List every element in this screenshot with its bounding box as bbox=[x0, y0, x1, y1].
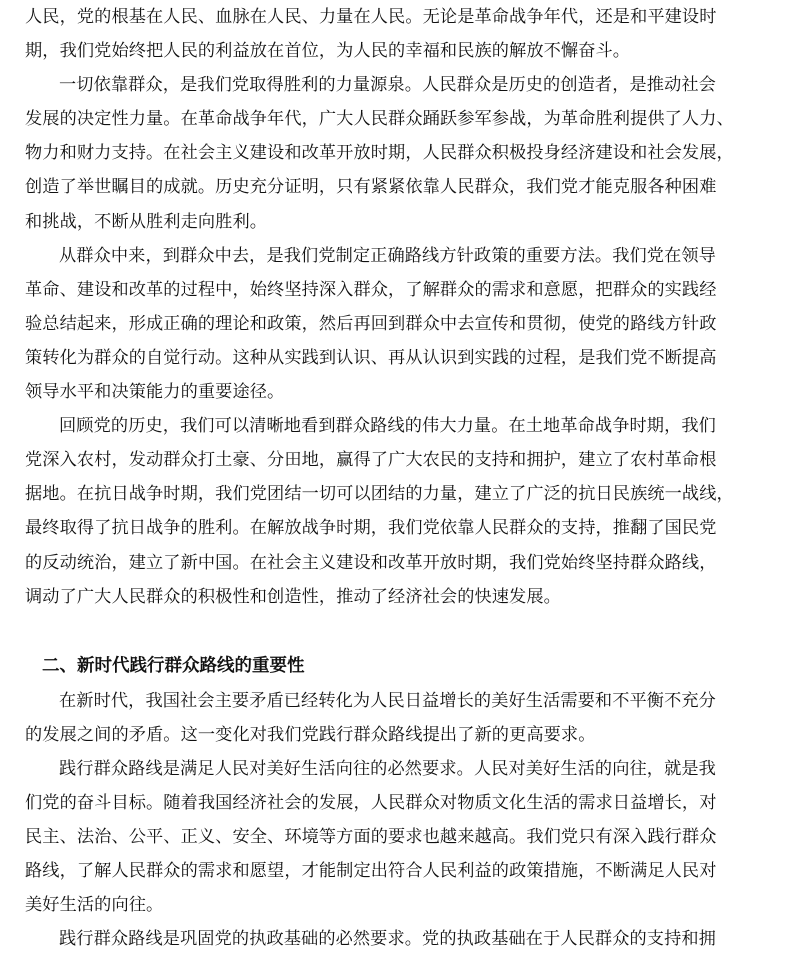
text-line: 创造了举世瞩目的成就。历史充分证明，只有紧紧依靠人民群众，我们党才能克服各种困难 bbox=[25, 177, 717, 198]
paragraph bbox=[25, 239, 780, 409]
paragraph bbox=[25, 922, 780, 956]
text-line: 调动了广大人民群众的积极性和创造性，推动了经济社会的快速发展。 bbox=[25, 586, 561, 607]
text-line: 和挑战，不断从胜利走向胜利。 bbox=[25, 211, 268, 232]
text-line: 践行群众路线是巩固党的执政基础的必然要求。党的执政基础在于人民群众的支持和拥 bbox=[59, 929, 716, 950]
text-line: 回顾党的历史，我们可以清晰地看到群众路线的伟大力量。在土地革命战争时期，我们 bbox=[59, 416, 716, 437]
text-line: 的发展之间的矛盾。这一变化对我们党践行群众路线提出了新的更高要求。 bbox=[25, 724, 596, 745]
text-line: 们党的奋斗目标。随着我国经济社会的发展，人民群众对物质文化生活的需求日益增长，对 bbox=[25, 793, 717, 814]
section-spacer bbox=[25, 614, 780, 648]
text-line: 策转化为群众的自觉行动。这种从实践到认识、再从认识到实践的过程，是我们党不断提高 bbox=[25, 347, 717, 368]
paragraph bbox=[25, 0, 780, 68]
text-line: 人民，党的根基在人民、血脉在人民、力量在人民。无论是革命战争年代，还是和平建设时 bbox=[25, 7, 717, 27]
text-line: 从群众中来，到群众中去，是我们党制定正确路线方针政策的重要方法。我们党在领导 bbox=[59, 245, 716, 266]
section-1 bbox=[25, 0, 780, 614]
text-line: 发展的决定性力量。在革命战争年代，广大人民群众踊跃参军参战，为革命胜利提供了人力、 bbox=[25, 109, 734, 130]
text-line: 在新时代，我国社会主要矛盾已经转化为人民日益增长的美好生活需要和不平衡不充分 bbox=[59, 690, 716, 711]
paragraph bbox=[25, 409, 780, 614]
section-2 bbox=[25, 648, 780, 957]
section-heading: 二、新时代践行群众路线的重要性 bbox=[42, 655, 305, 676]
paragraph bbox=[25, 752, 780, 922]
text-line: 的反动统治，建立了新中国。在社会主义建设和改革开放时期，我们党始终坚持群众路线， bbox=[25, 552, 717, 573]
text-line: 物力和财力支持。在社会主义建设和改革开放时期，人民群众积极投身经济建设和社会发展， bbox=[25, 143, 734, 164]
text-line: 验总结起来，形成正确的理论和政策，然后再回到群众中去宣传和贯彻，使党的路线方针政 bbox=[25, 313, 717, 334]
paragraph bbox=[25, 684, 780, 752]
text-line: 路线，了解人民群众的需求和愿望，才能制定出符合人民利益的政策措施，不断满足人民对 bbox=[25, 861, 717, 882]
text-line: 期，我们党始终把人民的利益放在首位，为人民的幸福和民族的解放不懈奋斗。 bbox=[25, 41, 631, 62]
text-line: 践行群众路线是满足人民对美好生活向往的必然要求。人民对美好生活的向往，就是我 bbox=[59, 758, 716, 779]
text-line: 革命、建设和改革的过程中，始终坚持深入群众，了解群众的需求和意愿，把群众的实践经 bbox=[25, 279, 717, 300]
text-line: 民主、法治、公平、正义、安全、环境等方面的要求也越来越高。我们党只有深入践行群众 bbox=[25, 827, 717, 848]
text-line: 美好生活的向往。 bbox=[25, 895, 164, 916]
text-line: 领导水平和决策能力的重要途径。 bbox=[25, 382, 285, 403]
text-line: 据地。在抗日战争时期，我们党团结一切可以团结的力量，建立了广泛的抗日民族统一战线， bbox=[25, 484, 734, 505]
paragraph bbox=[25, 68, 780, 238]
text-line: 最终取得了抗日战争的胜利。在解放战争时期，我们党依靠人民群众的支持，推翻了国民党 bbox=[25, 518, 717, 539]
text-line: 党深入农村，发动群众打土豪、分田地，赢得了广大农民的支持和拥护，建立了农村革命根 bbox=[25, 450, 717, 471]
document-page bbox=[25, 0, 780, 957]
text-line: 一切依靠群众，是我们党取得胜利的力量源泉。人民群众是历史的创造者，是推动社会 bbox=[59, 75, 716, 96]
